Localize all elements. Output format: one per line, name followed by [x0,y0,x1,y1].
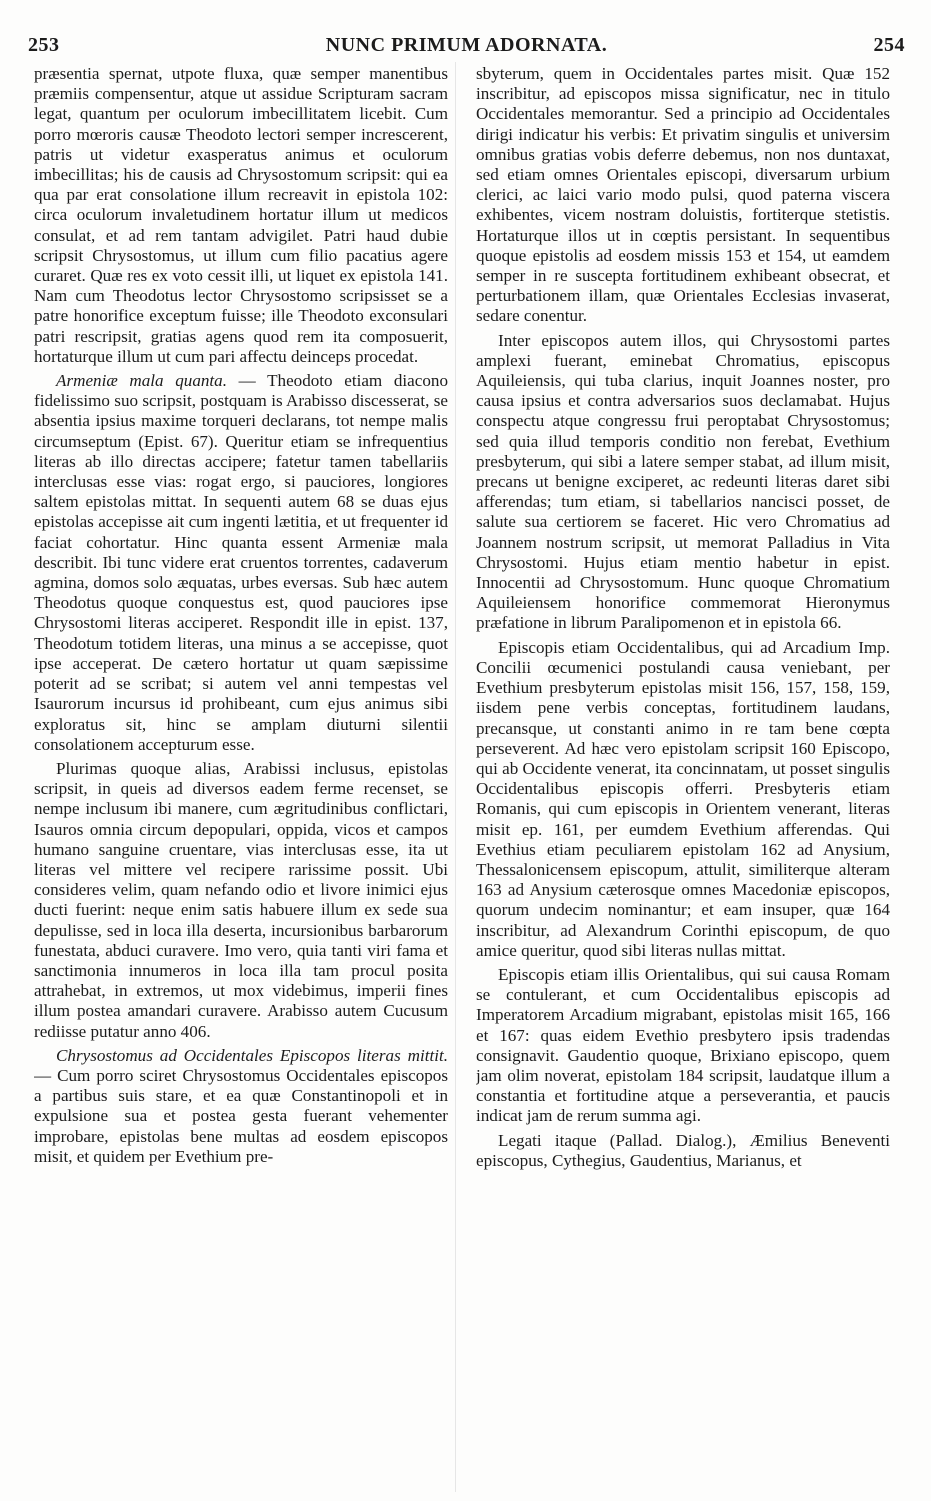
running-header [28,34,905,60]
paragraph-text: Plurimas quoque alias, Arabissi inclusus, epistolas scripsit, in queis ad diversos eadem ferme recenset, se nempe inclusum ibi manere, cum ægritudinibus conflictari, Isauros omnia circum depopulari, oppida, vicos et campos humano sanguine cruentare, vias interclusas esse, ita ut literas vel mittere vel recipere rarissime possit. Ubi consideres velim, quam nefando odio et livore inimici ejus ducti fuerint: neque enim satis habuere illum ex sede sua depulisse, sed in loca illa deserta, incursionibus barbarorum funestata, abduci curavere. Imo vero, quia tanti viri fama et sanctimonia innumeros in loca illa tam procul posita attrahebat, in extremos, ut mox videbimus, imperii fines illum postea amandari curavere. Arabisso autem Cucusum rediisse putatur anno 406. [34,758,448,1041]
body-paragraph [476,638,890,961]
body-paragraph [34,64,448,367]
page-number-left: 253 [28,34,60,56]
paragraph-text: Episcopis etiam Occidentalibus, qui ad Arcadium Imp. Concilii œcumenici postulandi causa veniebant, per Evethium presbyterum epistolas misit 156, 157, 158, 159, iisdem pene verbis conceptas, fortitudinem laudans, precansque, ut constanti animo in re tam bene cœpta perseverent. Ad hæc vero epistolam scripsit 160 Episcopo, qui ab Occidente venerat, ita concinnatam, ut posset singulis Occidentalibus episcopis offerri. Presbyteris etiam Romanis, qui cum episcopis in Orientem venerant, literas misit ep. 161, per eumdem Evethium afferendas. Qui Evethius etiam peculiarem epistolam 162 ad Anysium, Thessalonicensem episcopum, attulit, similiterque alteram 163 ad Anysium cæterosque omnes Macedoniæ episcopos, quorum undecim nominantur; et eam insuper, quæ 164 inscribitur, ad Alexandrum Corinthi episcopum, de quo amice queritur, quod sibi literas nullas mittat. [476,637,890,960]
column-gutter [455,62,456,1492]
paragraph-heading: Chrysostomus ad Occidentales Episcopos literas mittit. [56,1045,448,1065]
left-column [34,64,448,1484]
running-title: NUNC PRIMUM ADORNATA. [325,34,608,56]
paragraph-text: præsentia spernat, utpote fluxa, quæ semper manentibus præmiis compensentur, atque ut assidue Scripturam sacram legat, quantum per oculorum imbecillitatem licebit. Cum porro mœroris causæ Theodoto lectori semper increscerent, patris ut videtur exasperatus animus et oculorum imbecillitas; his de causis ad Chrysostomum scripsit: qui ea qua par erat consolatione illum recreavit in epistola 102: circa oculorum invaletudinem hortatur illum ut medicos consulat, et ad rem tantam advigilet. Patri haud dubie scripsit Chrysostomus, ut illum cum filio pacatius agere curaret. Quæ res ex voto cessit illi, ut liquet ex epistola 141. Nam cum Theodotus lector Chrysostomo scripsisset se a patre honorifice exceptum fuisse; ille Theodoto exconsulari patri rescripsit, gratias agens quod rem ita composuerit, hortaturque illum ut cum pari affectu deinceps procedat. [34,64,448,366]
paragraph-text: sbyterum, quem in Occidentales partes misit. Quæ 152 inscribitur, ad episcopos missa significatur, nec in titulo Occidentales memorantur. Sed a principio ad Occidentales dirigi indicatur his verbis: Et privatim singulis et universim omnibus gratias vobis deferre debemus, non nos duntaxat, sed etiam omnes Orientales episcopi, diversarum urbium clerici, ac laici vario modo pulsi, quod paterna viscera exhibentes, vicem nostram doluistis, fortiterque stetistis. Hortaturque illos ut in cœptis persistant. In sequentibus quoque epistolis ad eosdem missis 153 et 154, ut eamdem semper in re suscepta fortitudinem exhibeant obsecrat, et perturbationem illam, quæ Orientales Ecclesias invaserat, sedare conentur. [476,64,890,326]
body-paragraph [476,331,890,634]
paragraph-text: — Cum porro sciret Chrysostomus Occidentales episcopos a partibus suis stare, et ea quæ Constantinopoli et in expulsione sua et postea gesta fuerant vehementer improbare, epistolas bene multas ad eosdem episcopos misit, et quidem per Evethium pre- [34,1065,448,1166]
paragraph-text: Legati itaque (Pallad. Dialog.), Æmilius Beneventi episcopus, Cythegius, Gaudentius, Marianus, et [476,1130,890,1170]
body-paragraph [476,965,890,1127]
paragraph-heading: Armeniæ mala quanta. [56,371,227,391]
right-column [476,64,890,1484]
body-paragraph [476,1131,890,1171]
sidenote-paragraph [34,371,448,755]
sidenote-paragraph [34,1046,448,1167]
body-paragraph [476,64,890,327]
page-number-right: 254 [873,34,905,56]
paragraph-text: Episcopis etiam illis Orientalibus, qui sui causa Romam se contulerant, et cum Occidentalibus episcopis ad Imperatorem Arcadium migrabant, epistolas misit 165, 166 et 167: quas eidem Evethio presbytero ipsis tradendas consignavit. Gaudentio quoque, Brixiano episcopo, quem jam olim noverat, epistolam 184 scripsit, laudatque illum a constantia et fortitudine atque a perseverantia, et paucis indicat jam de rerum summa agi. [476,964,890,1126]
paragraph-text: — Theodoto etiam diacono fidelissimo suo scripsit, postquam is Arabisso discesserat, se absentia ipsius maxime torqueri declarans, tot nempe malis circumseptum (Epist. 67). Queritur etiam se infrequentius literas ab illo directas accipere; fatetur tamen tabellariis interclusas esse vias: rogat ergo, si pauciores, longiores saltem epistolas mittat. In sequenti autem 68 se duas ejus epistolas accepisse ait cum ingenti lætitia, et ut frequenter id faciat cohortatur. Hinc quanta essent Armeniæ mala describit. Ibi tunc videre erat cruentos torrentes, cadaverum agmina, domos solo æquatas, urbes eversas. Sub hæc autem Theodotus quoque conquestus est, quod pauciores ipse Chrysostomi literas acciperet. Respondit ille in epist. 137, Theodotum totidem literas, una minus a se accepisse, quot ipse acceperat. De cætero hortatur ut quam sæpissime poterit ad se scribat; si autem vel anni tempestas vel Isaurorum incursus id prohibeant, cum ejus animus sibi exploratus sit, hinc se amplam diuturni silentii consolationem accepturum esse. [34,371,448,754]
paragraph-text: Inter episcopos autem illos, qui Chrysostomi partes amplexi fuerant, eminebat Chromatius, episcopus Aquileiensis, qui tuba clarius, inquit Joannes noster, pro causa ipsius et contra adversarios suos declamabat. Hujus conspectu atque congressu frui peroptabat Chrysostomus; sed quia illud temporis conditio non ferebat, Evethium presbyterum, qui sibi a latere semper stabat, ad illum misit, precans ut benigne exciperet, ac redeunti literas daret sibi afferendas; tum etiam, si tabellarios nancisci posset, de salute sua certiorem se faceret. Hic vero Chromatius ad Joannem nostrum scripsit, ut memorat Palladius in Vita Chrysostomi. Hujus etiam mentio habetur in epist. Innocentii ad Chrysostomum. Hunc quoque Chromatium Aquileiensem honorifice commemorat Hieronymus præfatione in librum Paralipomenon et in epistola 66. [476,330,890,633]
body-paragraph [34,759,448,1042]
